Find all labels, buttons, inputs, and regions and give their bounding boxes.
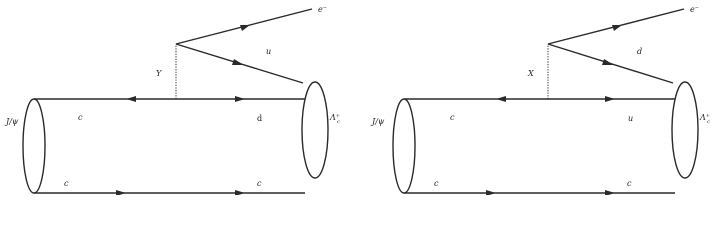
final-state-ellipse xyxy=(302,82,328,178)
outgoing-quark-arrow xyxy=(602,59,614,65)
lepton-label: e− xyxy=(690,5,699,14)
outgoing-quark-arrow xyxy=(232,59,244,65)
boson-label: Y xyxy=(156,69,162,78)
upper-right-arrow xyxy=(605,96,615,102)
initial-state-ellipse xyxy=(393,99,415,193)
boson-label: X xyxy=(528,69,534,78)
lepton-arrow xyxy=(240,25,250,31)
lepton-label: e− xyxy=(318,5,327,14)
outgoing-quark-label: u xyxy=(266,47,272,56)
lower-right-quark-label: c xyxy=(627,179,632,188)
upper-left-arrow xyxy=(126,96,136,102)
lepton-arrow xyxy=(612,25,622,31)
upper-right-arrow xyxy=(235,96,245,102)
initial-state-ellipse xyxy=(23,99,45,193)
upper-left-quark-label: c xyxy=(78,113,83,122)
diagram-left xyxy=(4,5,340,195)
final-state-label: Λ+ c xyxy=(330,113,340,125)
lower-left-quark-label: c xyxy=(434,179,439,188)
final-state-label: Λ+ c xyxy=(700,113,710,125)
upper-left-quark-label: c xyxy=(450,113,455,122)
initial-state-label: J/ψ xyxy=(372,117,385,126)
lower-left-quark-label: c xyxy=(64,179,69,188)
upper-right-quark-label: d xyxy=(257,114,263,123)
upper-right-quark-label: u xyxy=(628,114,634,123)
final-state-ellipse xyxy=(672,82,698,178)
initial-state-label: J/ψ xyxy=(6,117,19,126)
outgoing-quark-label: d xyxy=(637,47,643,56)
upper-left-arrow xyxy=(496,96,506,102)
lower-right-quark-label: c xyxy=(257,179,262,188)
diagram-right xyxy=(370,5,710,195)
